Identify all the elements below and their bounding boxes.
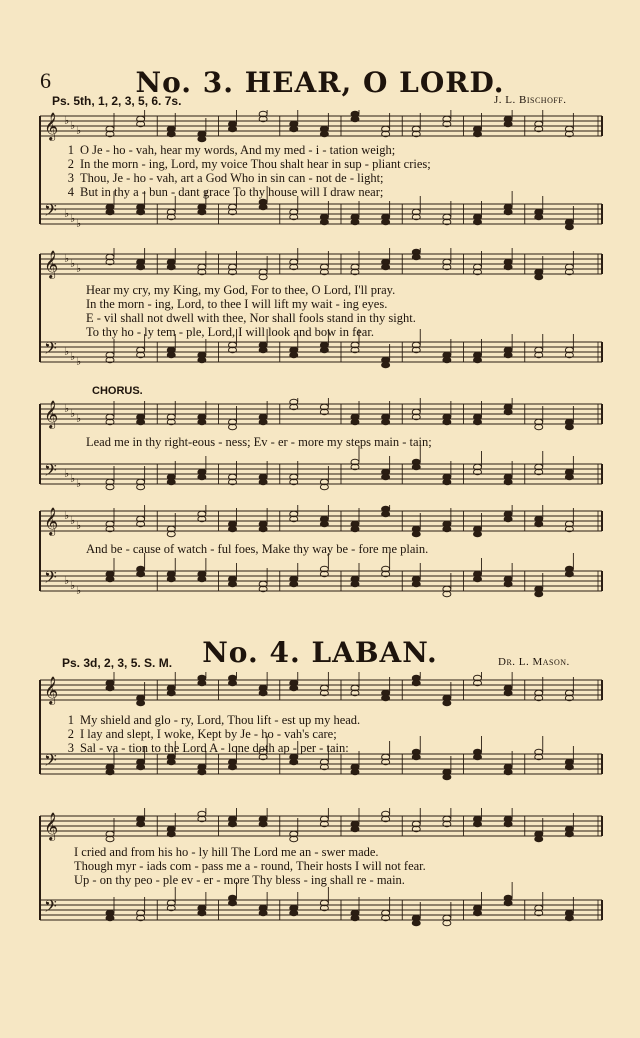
lyric-line: 1 O Je - ho - vah, hear my words, And my med - i - tation weigh; [67, 143, 396, 157]
lyric-line: 3 Sal - va - tion to the Lord A - lone doth ap - per - tain: [67, 741, 349, 755]
hymn-meter: Ps. 5th, 1, 2, 3, 5, 6. 7s. [52, 94, 182, 108]
hymn-title: No. 4. LABAN. [202, 636, 438, 669]
lyric-line: Up - on thy peo - ple ev - er - more Thy bless - ing shall re - main. [74, 873, 405, 887]
svg-text:𝄢: 𝄢 [44, 338, 57, 362]
svg-text:♭: ♭ [70, 119, 76, 132]
svg-text:𝄞: 𝄞 [44, 507, 59, 535]
svg-text:𝄞: 𝄞 [44, 400, 59, 428]
page-number: 6 [40, 68, 51, 93]
svg-text:♭: ♭ [64, 574, 70, 587]
svg-text:♭: ♭ [76, 124, 82, 137]
svg-text:𝄢: 𝄢 [44, 567, 57, 591]
lyric-line: 4 But in thy a - bun - dant grace To thy house will I draw near; [67, 185, 384, 199]
lyric-line: 1 My shield and glo - ry, Lord, Thou lift - est up my head. [67, 713, 361, 727]
svg-text:♭: ♭ [76, 477, 82, 490]
lyric-line: Though myr - iads com - pass me a - round, Their hosts I will not fear. [74, 859, 426, 873]
svg-text:♭: ♭ [70, 257, 76, 270]
lyric-line: And be - cause of watch - ful foes, Make thy way be - fore me plain. [86, 542, 429, 556]
svg-text:𝄢: 𝄢 [44, 896, 57, 920]
svg-text:♭: ♭ [76, 262, 82, 275]
lyric-line: Lead me in thy right-eous - ness; Ev - er - more my steps main - tain; [86, 435, 432, 449]
chorus-label: CHORUS. [92, 385, 143, 397]
hymn-composer: Dr. L. Mason. [498, 656, 570, 668]
svg-text:♭: ♭ [70, 350, 76, 363]
hymn-composer: J. L. Bischoff. [494, 94, 567, 106]
svg-text:♭: ♭ [64, 509, 70, 522]
svg-text:♭: ♭ [64, 402, 70, 415]
lyric-line: I cried and from his ho - ly hill The Lord me an - swer made. [74, 845, 379, 859]
svg-text:♭: ♭ [64, 252, 70, 265]
svg-text:♭: ♭ [64, 467, 70, 480]
lyric-line: 3 Thou, Je - ho - vah, art a God Who in sin can - not de - light; [67, 171, 384, 185]
svg-text:𝄞: 𝄞 [44, 812, 59, 840]
svg-text:𝄞: 𝄞 [44, 676, 59, 704]
lyric-line: 2 I lay and slept, I woke, Kept by Je - ho - vah's care; [67, 727, 337, 741]
svg-text:♭: ♭ [64, 114, 70, 127]
svg-text:♭: ♭ [64, 345, 70, 358]
svg-text:♭: ♭ [70, 514, 76, 527]
lyric-line: Hear my cry, my King, my God, For to thee, O Lord, I'll pray. [86, 283, 396, 297]
lyric-line: In the morn - ing, Lord, to thee I will lift my wait - ing eyes. [86, 297, 388, 311]
svg-text:♭: ♭ [70, 407, 76, 420]
svg-text:♭: ♭ [76, 355, 82, 368]
svg-text:♭: ♭ [70, 212, 76, 225]
lyric-line: 2 In the morn - ing, Lord, my voice Thou shalt hear in sup - pliant cries; [67, 157, 431, 171]
svg-text:♭: ♭ [76, 412, 82, 425]
svg-text:♭: ♭ [70, 472, 76, 485]
svg-text:𝄢: 𝄢 [44, 750, 57, 774]
svg-text:♭: ♭ [70, 579, 76, 592]
svg-text:♭: ♭ [76, 519, 82, 532]
svg-text:♭: ♭ [76, 217, 82, 230]
svg-text:𝄢: 𝄢 [44, 200, 57, 224]
svg-text:♭: ♭ [76, 584, 82, 597]
hymn-meter: Ps. 3d, 2, 3, 5. S. M. [62, 656, 173, 670]
svg-text:𝄞: 𝄞 [44, 112, 59, 140]
lyric-line: E - vil shall not dwell with thee, Nor shall fools stand in thy sight. [86, 311, 416, 325]
svg-text:𝄞: 𝄞 [44, 250, 59, 278]
lyric-line: To thy ho - ly tem - ple, Lord, I will look and bow in fear. [86, 325, 374, 339]
svg-text:♭: ♭ [64, 207, 70, 220]
hymn-title: No. 3. HEAR, O LORD. [135, 66, 505, 99]
svg-text:𝄢: 𝄢 [44, 460, 57, 484]
